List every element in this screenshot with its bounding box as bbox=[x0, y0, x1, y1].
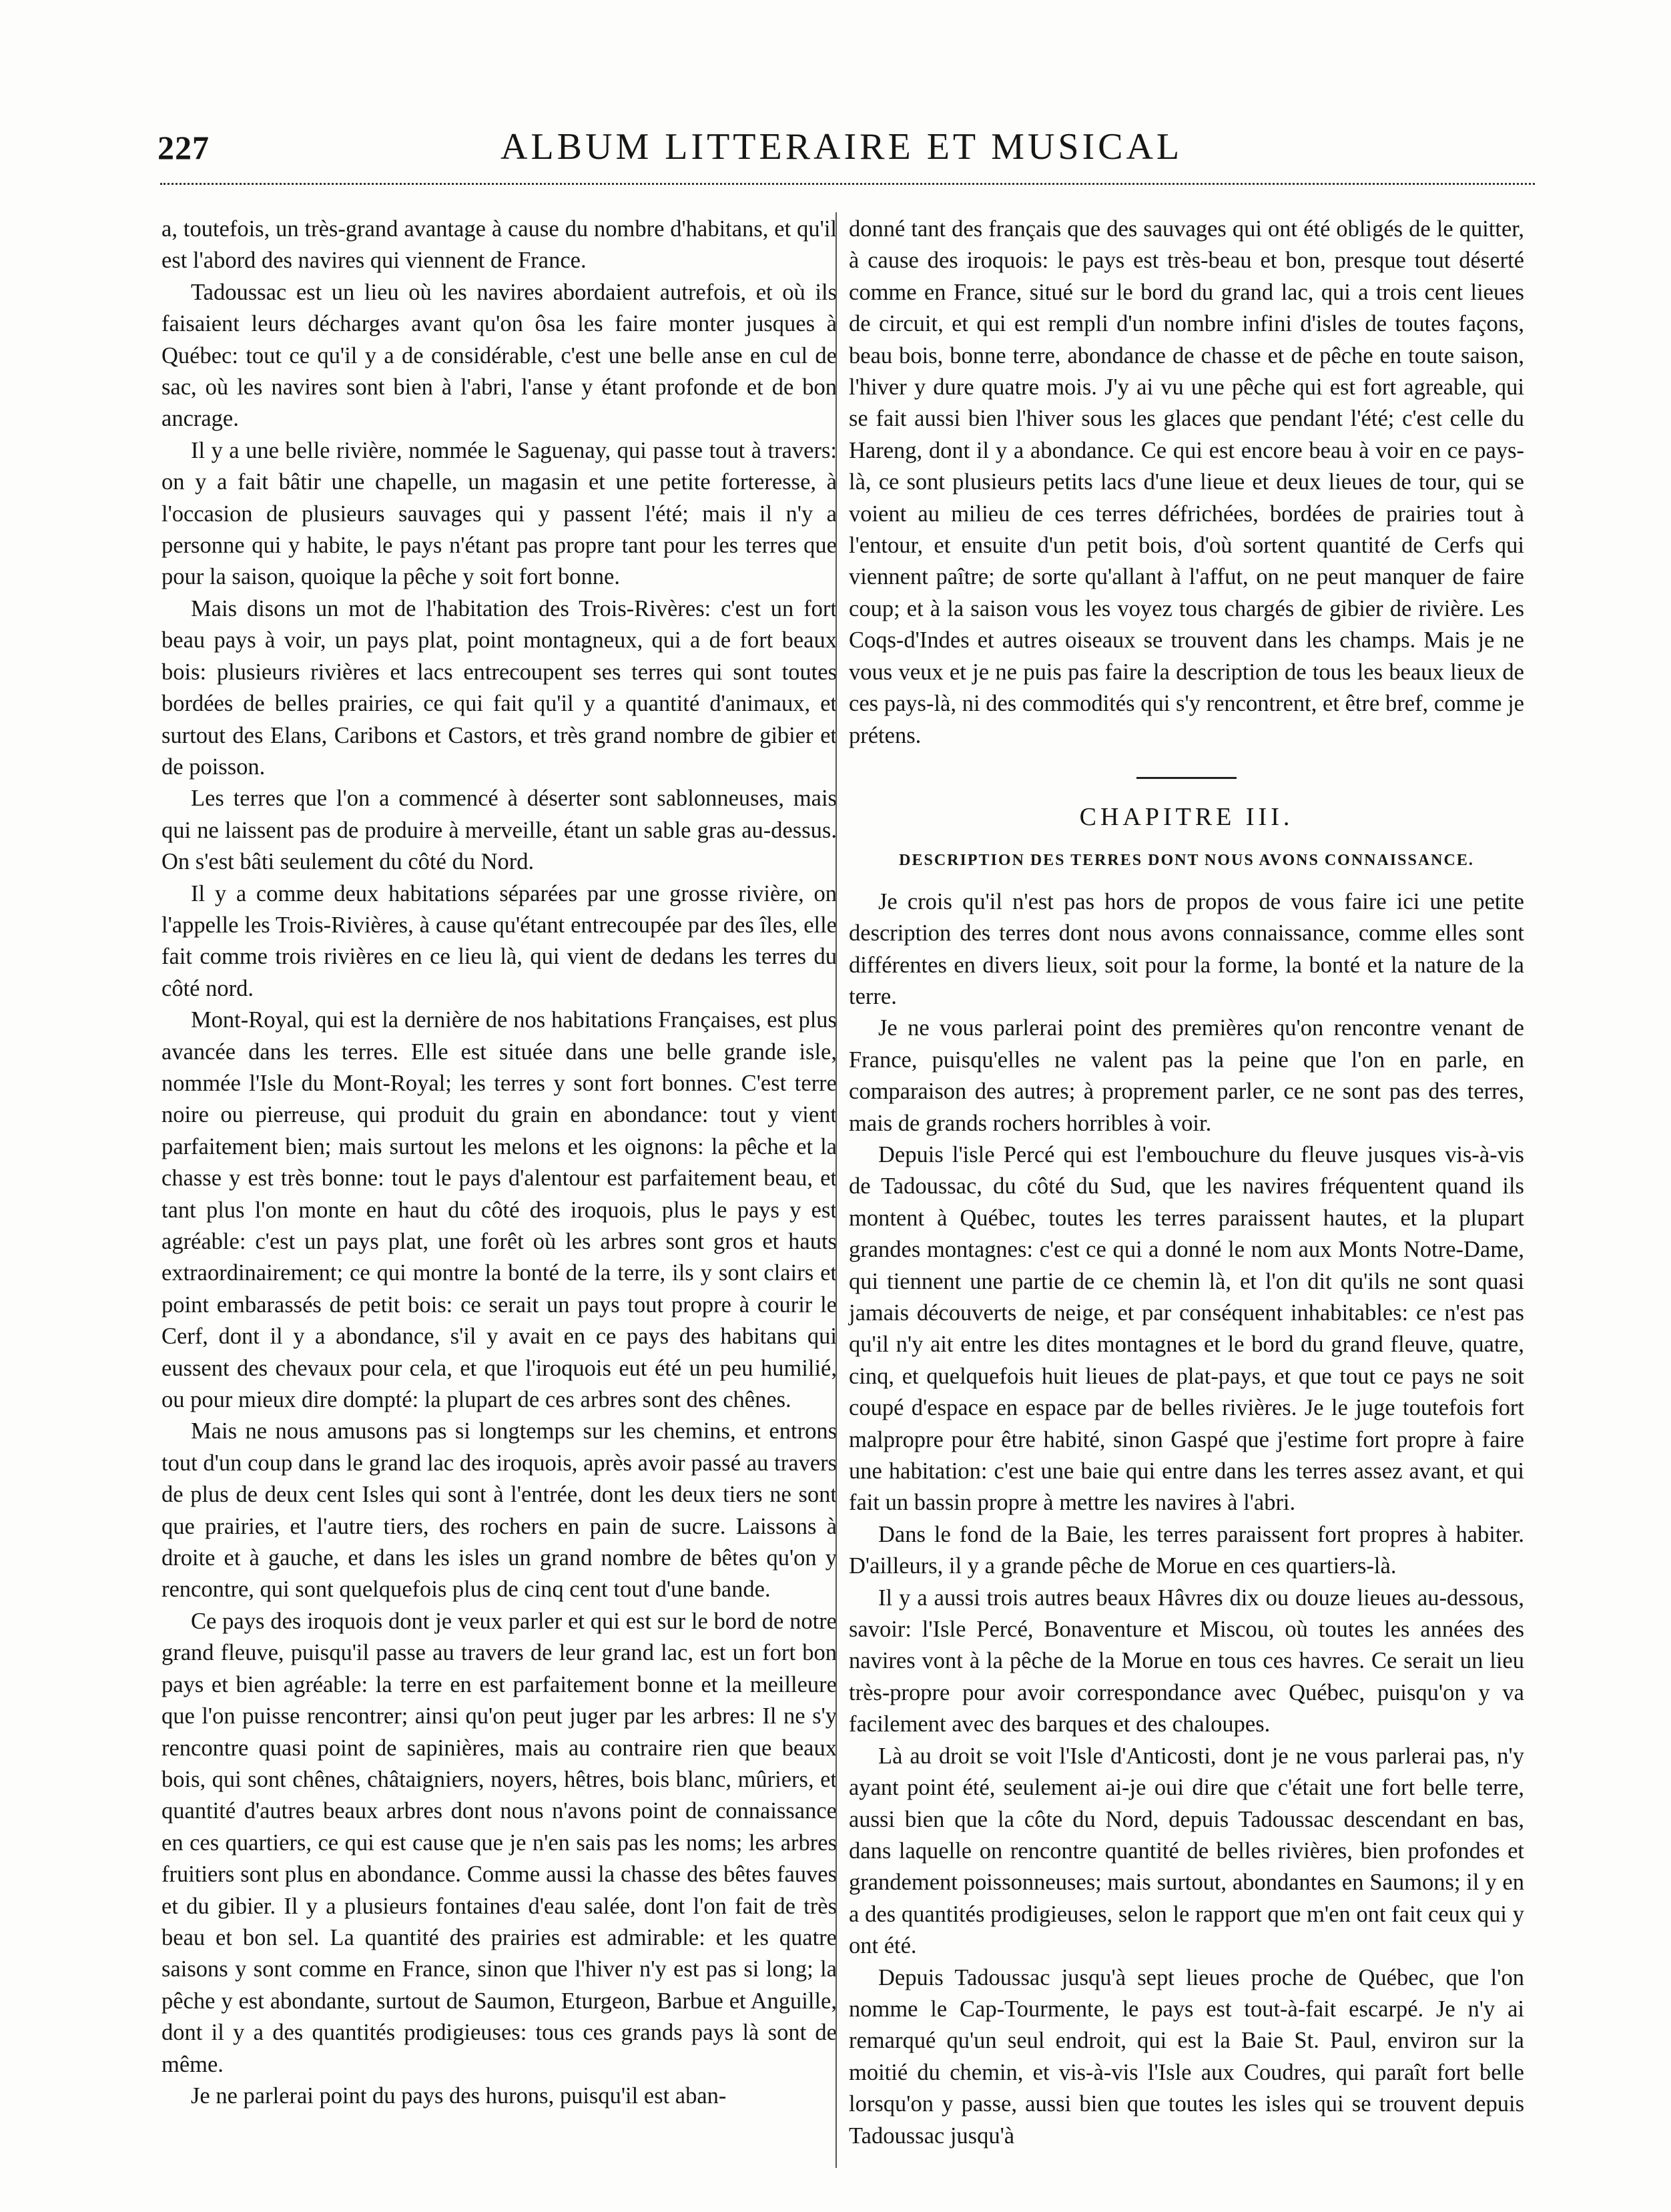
paragraph: Depuis Tadoussac jusqu'à sept lieues proche de Québec, que l'on nomme le Cap-Tourmente, le pays est tout-à-fait escarpé. Je n'y ai remarqué qu'un seul endroit, qui est la Baie St. Paul, environ sur la moitié du chemin, et vis-à-vis l'Isle aux Coudres, qui paraît fort belle lorsqu'on y passe, aussi bien que toutes les isles qui se trouvent depuis Tadoussac jusqu'à bbox=[849, 1964, 1524, 2149]
paragraph: Mais ne nous amusons pas si longtemps sur les chemins, et entrons tout d'un coup dans le grand lac des iroquois, après avoir passé au travers de plus de deux cent Isles qui sont à l'entrée, dont les deux tiers ne sont que prairies, et l'autre tiers, des rochers en pain de sucre. Laissons à droite et à gauche, et dans les isles un grand nombre de bêtes qu'on y rencontre, qui sont quelquefois plus de cinq cent tout d'une bande. bbox=[161, 1418, 837, 1603]
paragraph: Il y a une belle rivière, nommée le Saguenay, qui passe tout à travers: on y a fait bâtir une chapelle, un magasin et une petite forteresse, à l'occasion de plusieurs sauvages qui y passent l'été; mais il n'y a personne qui y habite, le pays n'étant pas propre tant pour les terres que pour la saison, quoique la pêche y soit fort bonne. bbox=[161, 437, 837, 590]
right-column bbox=[849, 214, 1524, 2152]
paragraph: Depuis l'isle Percé qui est l'embouchure du fleuve jusques vis-à-vis de Tadoussac, du côté du Sud, que les navires fréquentent quand ils montent à Québec, toutes les terres paraissent hautes, et la plupart grandes montagnes: c'est ce qui a donné le nom aux Monts Notre-Dame, qui tiennent une partie de ce chemin là, et l'on dit qu'ils ne sont quasi jamais découverts de neige, et par conséquent inhabitables: ce n'est pas qu'il n'y ait entre les dites montagnes et le bord du grand fleuve, quatre, cinq, et quelquefois huit lieues de plat-pays, et que tout ce pays ne soit coupé d'espace en espace par de belles rivières. Je le juge toutefois fort malpropre pour être habité, sinon Gaspé que j'estime fort propre à faire une habitation: c'est une baie qui entre dans les terres assez avant, et qui fait un bassin propre à mettre les navires à l'abri. bbox=[849, 1141, 1524, 1516]
paragraph: Tadoussac est un lieu où les navires abordaient autrefois, et où ils faisaient leurs décharges avant qu'on ôsa les faire monter jusques à Québec: tout ce qu'il y a de considérable, c'est une belle anse en cul de sac, où les navires sont bien à l'abri, l'anse y étant profonde et de bon ancrage. bbox=[161, 279, 837, 432]
paragraph: Je crois qu'il n'est pas hors de propos de vous faire ici une petite description des terres dont nous avons connaissance, comme elles sont différentes en divers lieux, soit pour la forme, la bonté et la nature de la terre. bbox=[849, 888, 1524, 1009]
paragraph: Ce pays des iroquois dont je veux parler et qui est sur le bord de notre grand fleuve, puisqu'il passe au travers de leur grand lac, est un fort bon pays et bien agréable: la terre en est parfaitement bonne et la meilleure que l'on puisse rencontrer; ainsi qu'on peut juger par les arbres: Il ne s'y rencontre quasi point de sapinières, mais au contraire rien que beaux bois, qui sont chênes, châtaigniers, noyers, hêtres, bois blanc, mûriers, et quantité d'autres beaux arbres dont nous n'avons point de connaissance en ces quartiers, ce qui est cause que je n'en sais pas les noms; les arbres fruitiers sont plus en abondance. Comme aussi la chasse des bêtes fauves et du gibier. Il y a plusieurs fontaines d'eau salée, dont l'on fait de très beau et bon sel. La quantité des prairies est admirable: et les quatre saisons y sont comme en France, sinon que l'hiver n'y est pas si long; la pêche y est abondante, surtout de Saumon, Eturgeon, Barbue et Anguille, dont il y a des quantités prodigieuses: tous ces grands pays là sont de même. bbox=[161, 1608, 837, 2077]
paragraph: Mais disons un mot de l'habitation des Trois-Rivères: c'est un fort beau pays à voir, un pays plat, point montagneux, qui a de fort beaux bois: plusieurs rivières et lacs entrecoupent ses terres qui sont toutes bordées de belles prairies, ce qui fait qu'il y a quantité d'animaux, et surtout des Elans, Caribons et Castors, et très grand nombre de gibier et de poisson. bbox=[161, 595, 837, 780]
paragraph: Je ne vous parlerai point des premières qu'on rencontre venant de France, puisqu'elles ne valent pas la peine que l'on en parle, en comparaison des autres; à proprement parler, ce ne sont pas des terres, mais de grands rochers horribles à voir. bbox=[849, 1015, 1524, 1136]
page-number: 227 bbox=[157, 129, 210, 166]
paragraph: Là au droit se voit l'Isle d'Anticosti, dont je ne vous parlerai pas, n'y ayant point été, seulement ai-je oui dire que c'était une fort belle terre, aussi bien que la côte du Nord, depuis Tadoussac descendant en bas, dans laquelle on rencontre quantité de belles rivières, bien profondes et grandement poissonneuses; mais surtout, abondantes en Saumons; il y en a des quantités prodigieuses, selon le rapport que m'en ont fait ceux qui y ont été. bbox=[849, 1743, 1524, 1959]
running-title: ALBUM LITTERAIRE ET MUSICAL bbox=[500, 126, 1183, 168]
paragraph: Mont-Royal, qui est la dernière de nos habitations Françaises, est plus avancée dans les terres. Elle est située dans une belle grande isle, nommée l'Isle du Mont-Royal; les terres y sont fort bonnes. C'est terre noire ou pierreuse, qui produit du grain en abondance: tout y vient parfaitement bien; mais surtout les melons et les oignons: la pêche et la chasse y est très bonne: tout le pays d'alentour est parfaitement beau, et tant plus l'on monte en haut du côté des iroquois, plus le pays y est agréable: c'est un pays plat, une forêt où les arbres sont gros et hauts extraordinairement; ce qui montre la bonté de la terre, ils y sont clairs et point embarassés de petit bois: ce serait un pays tout propre à courir le Cerf, dont il y a abondance, s'il y avait en ce pays des habitans qui eussent des chevaux pour cela, et que l'iroquois eut été un peu humilié, ou pour mieux dire dompté: la plupart de ces arbres sont des chênes. bbox=[161, 1007, 837, 1413]
chapter-rule bbox=[1136, 777, 1237, 779]
paragraph: Les terres que l'on a commencé à déserter sont sablonneuses, mais qui ne laissent pas de produire à merveille, étant un sable gras au-dessus. On s'est bâti seulement du côté du Nord. bbox=[161, 786, 837, 875]
paragraph: donné tant des français que des sauvages qui ont été obligés de le quitter, à cause des iroquois: le pays est très-beau et bon, presque tout déserté comme en France, situé sur le bord du grand lac, qui a trois cent lieues de circuit, et qui est rempli d'un nombre infini d'isles de toutes façons, beau bois, bonne terre, abondance de chasse et de pêche en toute saison, l'hiver y dure quatre mois. J'y ai vu une pêche qui est fort agreable, qui se fait aussi bien l'hiver sous les glaces que pendant l'été; c'est celle du Hareng, dont il y a abondance. Ce qui est encore beau à voir en ce pays-là, ce sont plusieurs petits lacs d'une lieue et deux lieues de tour, qui se voient au milieu de ces terres défrichées, bordées de prairies tout à l'entour, et ensuite d'un petit bois, d'où sortent quantité de Cerfs qui viennent paître; de sorte qu'allant à l'affut, on ne peut manquer de faire coup; et à la saison vous les voyez tous chargés de gibier de rivière. Les Coqs-d'Indes et autres oiseaux se trouvent dans les champs. Mais je ne vous veux et je ne puis pas faire la description de tous les beaux lieux de ces pays-là, ni des commodités qui s'y rencontrent, et être bref, comme je prétens. bbox=[849, 216, 1524, 748]
chapter-subtitle: DESCRIPTION DES TERRES DONT NOUS AVONS CONNAISSANCE. bbox=[899, 852, 1474, 870]
page-header bbox=[153, 125, 1542, 179]
left-column bbox=[161, 214, 837, 2112]
paragraph: a, toutefois, un très-grand avantage à cause du nombre d'habitans, et qu'il est l'abord des navires qui viennent de France. bbox=[161, 216, 837, 274]
chapter-title: CHAPITRE III. bbox=[1079, 802, 1294, 831]
paragraph: Il y a comme deux habitations séparées par une grosse rivière, on l'appelle les Trois-Rivières, à cause qu'étant entrecoupée par des îles, elle fait comme trois rivières en ce lieu là, qui vient de dedans les terres du côté nord. bbox=[161, 880, 837, 1001]
column-divider bbox=[836, 212, 837, 2168]
paragraph: Dans le fond de la Baie, les terres paraissent fort propres à habiter. D'ailleurs, il y a grande pêche de Morue en ces quartiers-là. bbox=[849, 1521, 1524, 1579]
paragraph: Je ne parlerai point du pays des hurons, puisqu'il est aban- bbox=[191, 2083, 727, 2109]
paragraph: Il y a aussi trois autres beaux Hâvres dix ou douze lieues au-dessous, savoir: l'Isle Percé, Bonaventure et Miscou, où toutes les années des navires vont à la pêche de la Morue en tous ces havres. Ce serait un lieu très-propre pour avoir correspondance avec Québec, puisqu'on y va facilement avec des barques et des chaloupes. bbox=[849, 1585, 1524, 1737]
header-rule bbox=[160, 183, 1535, 189]
